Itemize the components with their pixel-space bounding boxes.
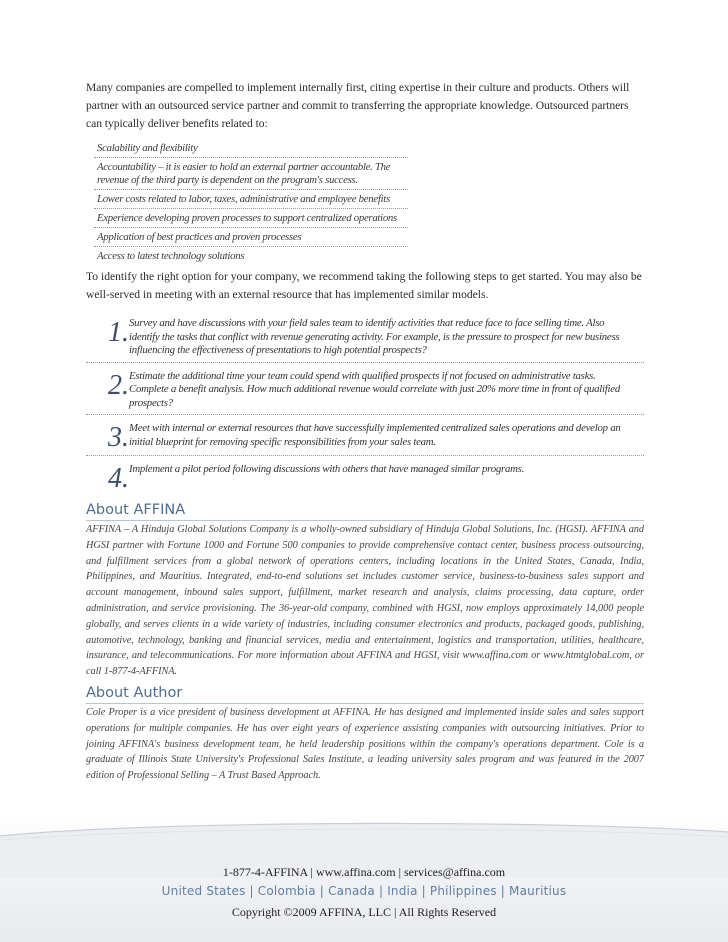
about-affina-body: AFFINA – A Hinduja Global Solutions Company is a wholly-owned subsidiary of Hinduja Global Solutions, Inc. (HGSI). AFFINA and HGSI partner with Fortune 1000 and Fortune 500 companies to provide comprehensive contact center, business process outsourcing, and fulfillment services from a global network of operations centers, including locations in the United States, Canada, India, Philippines, and Mauritius. Integrated, end-to-end solutions set includes customer service, business-to-business sales support and account management, inbound sales support, fulfillment, market research and analysis, claims processing, data capture, order administration, and service provisioning. The 36-year-old company, combined with HGSI, now employs approximately 14,000 people globally, and serves clients in a wide variety of industries, including consumer electronics and products, packaged goods, publishing, automotive, technology, banking and financial services, media and entertainment, logistics and transportation, utilities, healthcare, insurance, and telecommunications. For more information about AFFINA and HGSI, visit www.affina.com or www.htmtglobal.com, or call 1-877-4-AFFINA. [86,524,644,678]
about-author-title: About Author [86,685,644,704]
step-text: Implement a pilot period following discussions with others that have managed similar programs. [129,463,525,475]
benefit-item: Accountability – it is easier to hold an external partner accountable. The revenue of the third party is dependent on the program's success. [94,158,408,190]
footer-locations: United States | Colombia | Canada | India | Philippines | Mauritius [161,884,567,898]
step-item [86,456,644,496]
intro-paragraph: Many companies are compelled to implement internally first, citing expertise in their culture and products. Others will partner with an outsourced service partner and commit to transferring the appropriate knowledge. Outsourced partners can typically deliver benefits related to: [86,81,630,130]
benefits-list [86,139,408,265]
step-text: Estimate the additional time your team could spend with qualified prospects if not focused on administrative tasks. Complete a benefit analysis. How much additional revenue would correlate with just 20% more time in front of qualified prospects? [129,369,620,409]
step-number: 3. [108,422,129,453]
step-item [86,363,644,416]
about-affina-title: About AFFINA [86,502,644,521]
benefit-item: Access to latest technology solutions [97,250,245,262]
steps-intro-paragraph: To identify the right option for your company, we recommend taking the following steps to get started. You may also be well-served in meeting with an external resource that has implemented similar models. [86,270,642,301]
benefit-item: Lower costs related to labor, taxes, administrative and employee benefits [94,190,408,209]
steps-list [86,310,644,496]
about-author-section [86,685,644,784]
footer-contact: 1-877-4-AFFINA | www.affina.com | services@affina.com [222,865,506,879]
step-text: Survey and have discussions with your field sales team to identify activities that reduce face to face selling time. Also identify the tasks that conflict with revenue generating activity. For example, is the pressure to prospect for new business influencing the effectiveness of presentations to high potential prospects? [129,317,620,356]
benefit-item: Application of best practices and proven processes [94,228,408,247]
step-item [86,310,644,363]
step-item [86,415,644,456]
footer-copyright: Copyright ©2009 AFFINA, LLC | All Rights Reserved [231,905,497,919]
about-author-body: Cole Proper is a vice president of business development at AFFINA. He has designed and implemented inside sales and sales support operations for multiple companies. He has over eight years of experience assisting companies with outsourcing initiatives. Prior to joining AFFINA's business development team, he held leadership positions within the company's operations department. Cole is a graduate of Illinois State University's Professional Sales Institute, a leading university sales program and was featured in the 2007 edition of Professional Selling – A Trust Based Approach. [86,706,644,782]
step-text: Meet with internal or external resources that have successfully implemented centralized sales operations and develop an initial blueprint for removing specific responsibilities from your sales team. [129,422,621,448]
step-number: 1. [108,317,129,348]
document-body [86,79,644,784]
step-number: 2. [108,369,129,401]
benefit-item: Scalability and flexibility [94,139,408,158]
step-number: 4. [108,463,129,494]
benefit-item: Experience developing proven processes to support centralized operations [94,209,408,228]
about-affina-section [86,502,644,680]
